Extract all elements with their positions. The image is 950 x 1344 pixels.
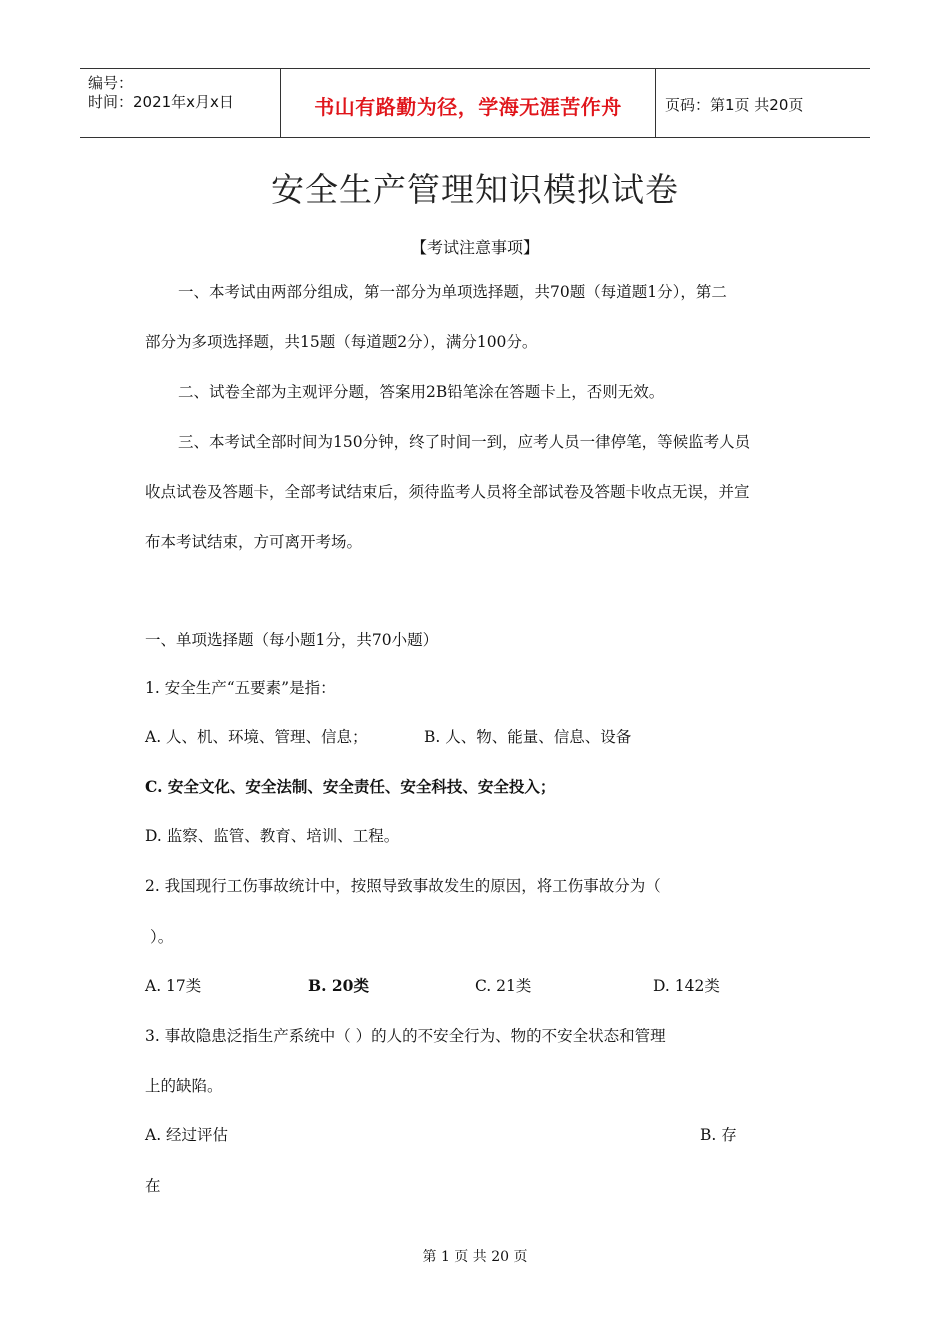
document-title: 安全生产管理知识模拟试卷 <box>271 170 679 209</box>
q1-option-b: B. 人、物、能量、信息、设备 <box>424 728 632 746</box>
q1-stem: 1. 安全生产“五要素”是指： <box>145 679 336 697</box>
page-header <box>80 68 870 138</box>
q3-option-b: B. 存 <box>700 1126 737 1144</box>
section-heading: 一、单项选择题（每小题1分，共70小题） <box>145 631 439 649</box>
q1-option-d: D. 监察、监管、教育、培训、工程。 <box>145 827 400 845</box>
q2-option-d: D. 142类 <box>653 977 720 995</box>
notice-p3-line1: 三、本考试全部时间为150分钟，终了时间一到，应考人员一律停笔，等候监考人员 <box>178 433 751 451</box>
q2-option-b: B. 20类 <box>308 976 369 995</box>
notice-p3-line2: 收点试卷及答题卡，全部考试结束后，须待监考人员将全部试卷及答题卡收点无误，并宣 <box>145 483 750 501</box>
notice-p2: 二、试卷全部为主观评分题，答案用2B铅笔涂在答题卡上，否则无效。 <box>178 383 665 401</box>
q3-option-a: A. 经过评估 <box>145 1126 229 1144</box>
q3-stem-line1: 3. 事故隐患泛指生产系统中（ ）的人的不安全行为、物的不安全状态和管理 <box>145 1027 666 1045</box>
notice-p3-line3: 布本考试结束，方可离开考场。 <box>145 533 363 551</box>
q3-option-b-cont: 在 <box>145 1177 161 1195</box>
header-page-cell <box>655 69 870 137</box>
q3-stem-line2: 上的缺陷。 <box>145 1077 223 1095</box>
q1-option-c: C. 安全文化、安全法制、安全责任、安全科技、安全投入； <box>145 777 556 796</box>
motto: 书山有路勤为径，学海无涯苦作舟 <box>314 95 622 119</box>
q2-option-c: C. 21类 <box>475 977 532 995</box>
notice-p1-line2: 部分为多项选择题，共15题（每道题2分），满分100分。 <box>145 333 538 351</box>
serial-label: 编号： <box>88 74 134 92</box>
notice-p1-line1: 一、本考试由两部分组成，第一部分为单项选择题，共70题（每道题1分），第二 <box>178 283 727 301</box>
header-meta-cell <box>80 69 280 137</box>
page-info: 页码：第1页 共20页 <box>665 96 804 114</box>
q2-stem-line2: ）。 <box>150 928 174 946</box>
q2-option-a: A. 17类 <box>145 977 202 995</box>
q2-stem-line1: 2. 我国现行工伤事故统计中，按照导致事故发生的原因，将工伤事故分为（ <box>145 877 661 895</box>
date-label: 时间：2021年x月x日 <box>88 93 234 111</box>
notice-heading: 【考试注意事项】 <box>410 238 539 257</box>
page-footer: 第 1 页 共 20 页 <box>422 1249 528 1265</box>
q1-option-a: A. 人、机、环境、管理、信息； <box>145 728 368 746</box>
header-motto-cell <box>280 69 656 137</box>
